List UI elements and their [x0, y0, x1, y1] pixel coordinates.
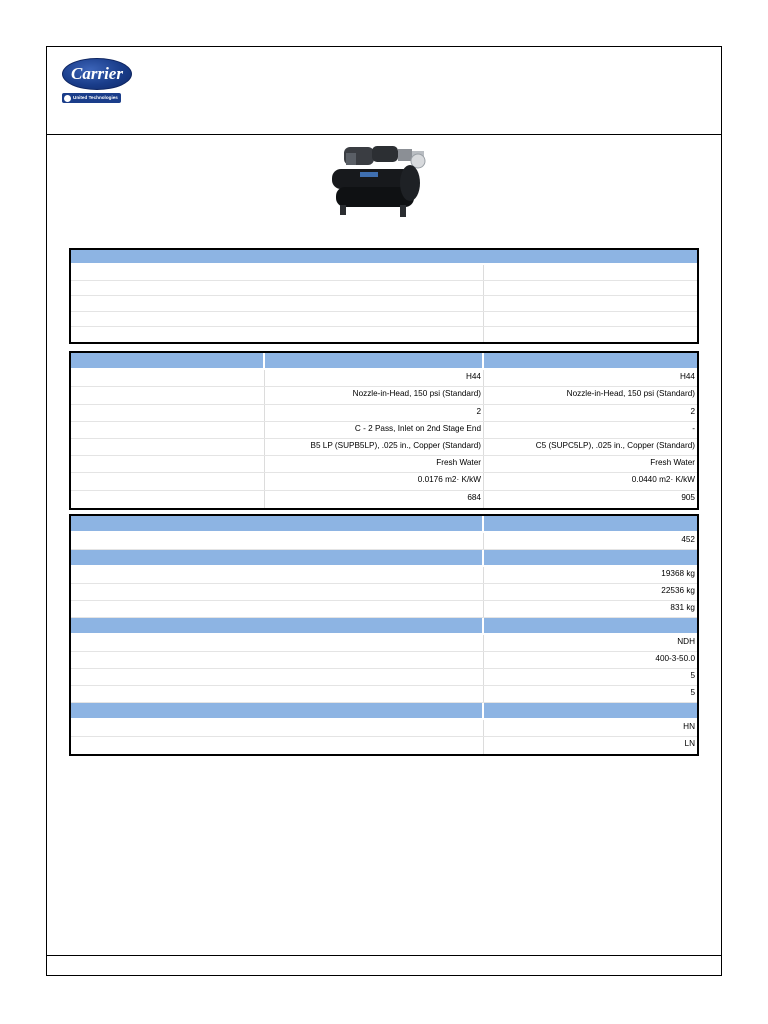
- table-cell: -: [692, 423, 695, 433]
- table-row: [71, 296, 697, 311]
- table-row: [71, 327, 697, 342]
- table-header-cell: [484, 618, 697, 633]
- table-row: [71, 584, 697, 601]
- table-cell: [71, 265, 484, 279]
- table-cell: [71, 584, 484, 600]
- table-header-cell: [484, 353, 697, 368]
- table-header-cell: [71, 550, 484, 565]
- table-cell: [71, 737, 484, 754]
- table-row: [71, 473, 697, 490]
- table-row: [71, 312, 697, 327]
- table-cell: C - 2 Pass, Inlet on 2nd Stage End: [265, 422, 484, 438]
- table-cell: B5 LP (SUPB5LP), .025 in., Copper (Standard): [265, 439, 484, 455]
- chiller-product-image: [326, 143, 432, 219]
- table-cell: 5: [690, 671, 695, 680]
- table-row: [71, 635, 697, 652]
- footer-divider: [46, 955, 722, 956]
- table-row: [71, 601, 697, 618]
- table-cell: [71, 327, 484, 342]
- table-header-cell: [71, 618, 484, 633]
- table-row: [71, 491, 697, 508]
- table-row: [71, 669, 697, 686]
- table-cell: 831 kg: [670, 603, 695, 612]
- table-row: [71, 405, 697, 422]
- table-row: [71, 533, 697, 550]
- table-cell: 2: [265, 405, 484, 421]
- table-header-cell: [484, 516, 697, 531]
- table-cell: [71, 456, 265, 472]
- unit-specs-table: [69, 514, 699, 756]
- table-header: [71, 250, 697, 265]
- table-header-cell: [71, 516, 484, 531]
- table-row: [71, 567, 697, 584]
- table-cell: [484, 281, 697, 295]
- table-row: [71, 652, 697, 669]
- table-row: [71, 422, 697, 439]
- logo-wordmark: Carrier: [71, 64, 123, 83]
- table-cell: HN: [683, 722, 695, 731]
- table-cell: [71, 473, 265, 489]
- table-header-cell: [71, 703, 484, 718]
- table-row: [71, 686, 697, 703]
- table-cell: [484, 296, 697, 310]
- table-cell: 5: [690, 688, 695, 697]
- table-cell: [71, 652, 484, 668]
- table-header-cell: [71, 250, 697, 263]
- header-divider: [46, 134, 722, 135]
- table-cell: Fresh Water: [265, 456, 484, 472]
- carrier-logo: [60, 58, 136, 106]
- table-cell: 19368 kg: [661, 569, 695, 578]
- table-cell: NDH: [677, 637, 695, 646]
- table-row: [71, 281, 697, 296]
- table-cell: LN: [684, 739, 695, 748]
- table-cell: C5 (SUPC5LP), .025 in., Copper (Standard): [535, 440, 695, 450]
- logo-tagline: United Technologies: [73, 95, 118, 100]
- table-header-cell: [265, 353, 484, 368]
- table-cell: Fresh Water: [650, 458, 695, 468]
- table-row: [71, 387, 697, 404]
- table-header-cell: [484, 550, 697, 565]
- table-cell: [71, 370, 265, 386]
- table-cell: 684: [265, 491, 484, 508]
- table-cell: [71, 635, 484, 651]
- table-cell: [71, 669, 484, 685]
- table-cell: [71, 601, 484, 617]
- table-section-header: [71, 516, 697, 533]
- table-cell: [71, 387, 265, 403]
- table-cell: 22536 kg: [661, 586, 695, 595]
- table-cell: [484, 312, 697, 326]
- table-row: [71, 720, 697, 737]
- table-header-cell: [71, 353, 265, 368]
- table-section-header: [71, 703, 697, 720]
- table-cell: Nozzle-in-Head, 150 psi (Standard): [566, 389, 695, 399]
- table-header: [71, 353, 697, 370]
- table-row: [71, 265, 697, 280]
- table-cell: [71, 686, 484, 702]
- table-header-cell: [484, 703, 697, 718]
- table-cell: 0.0176 m2· K/kW: [265, 473, 484, 489]
- table-cell: [71, 281, 484, 295]
- table-cell: H44: [265, 370, 484, 386]
- table-cell: 452: [681, 535, 695, 544]
- table-cell: [71, 422, 265, 438]
- table-cell: 0.0440 m2· K/kW: [631, 475, 695, 485]
- table-row: [71, 439, 697, 456]
- table-row: [71, 456, 697, 473]
- logo-tagline-badge: [62, 93, 121, 103]
- table-cell: [71, 491, 265, 508]
- table-cell: 905: [681, 492, 695, 502]
- table-row: [71, 737, 697, 754]
- table-row: [71, 370, 697, 387]
- general-info-table: [69, 248, 699, 344]
- table-cell: [71, 439, 265, 455]
- table-cell: [71, 312, 484, 326]
- table-cell: 2: [690, 406, 695, 416]
- table-cell: [71, 533, 484, 549]
- table-cell: Nozzle-in-Head, 150 psi (Standard): [265, 387, 484, 403]
- table-cell: H44: [679, 372, 695, 382]
- table-cell: [71, 567, 484, 583]
- table-cell: [71, 296, 484, 310]
- table-cell: [484, 327, 697, 342]
- table-cell: [484, 265, 697, 279]
- table-section-header: [71, 550, 697, 567]
- table-cell: 400-3-50.0: [655, 654, 695, 663]
- united-technologies-icon: [64, 95, 71, 102]
- table-section-header: [71, 618, 697, 635]
- heat-exchanger-table: [69, 351, 699, 510]
- table-cell: [71, 720, 484, 736]
- table-cell: [71, 405, 265, 421]
